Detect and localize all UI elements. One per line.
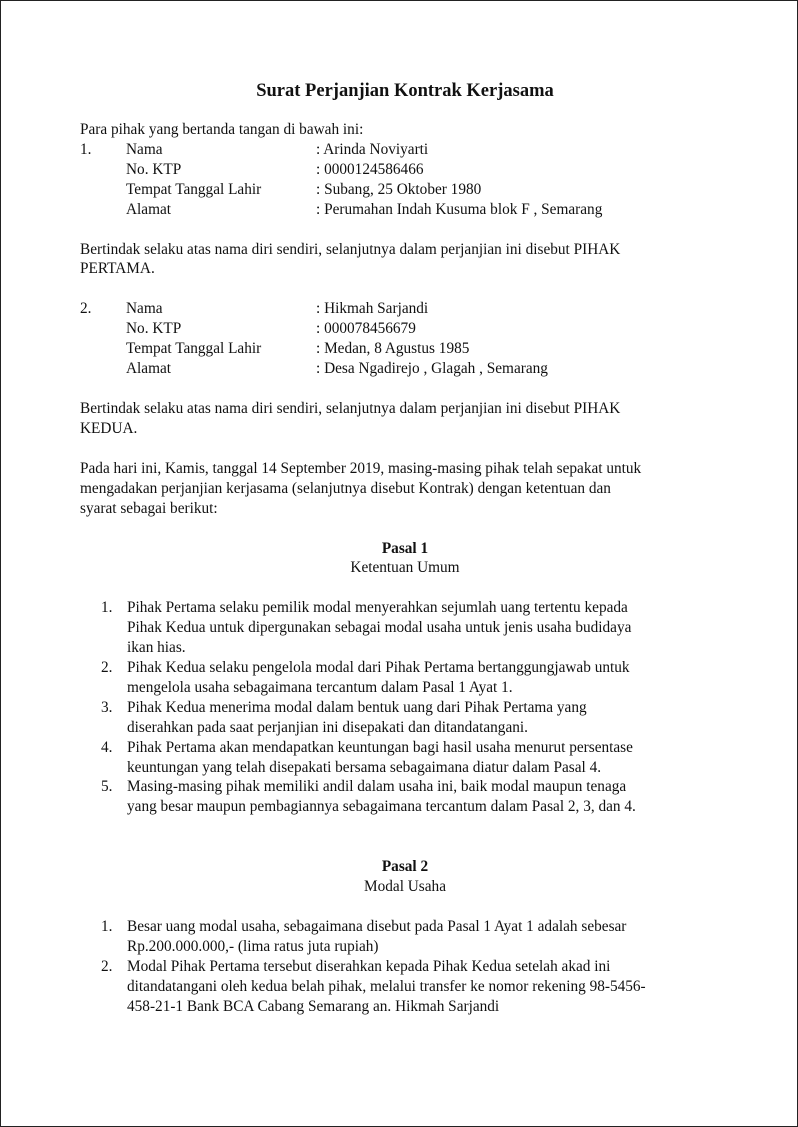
pasal-1-header (80, 539, 730, 579)
pasal-1-list (80, 598, 730, 817)
field-label: Alamat (126, 360, 172, 378)
pasal-subtitle: Ketentuan Umum (350, 559, 460, 577)
field-row (80, 200, 730, 220)
field-row (80, 180, 730, 200)
pasal-subtitle: Modal Usaha (364, 878, 446, 896)
field-label: No. KTP (126, 320, 182, 338)
field-value: : Medan, 8 Agustus 1985 (316, 340, 470, 358)
party-statement: PERTAMA. (80, 260, 155, 278)
document-body (80, 79, 730, 1017)
pasal-2-header (80, 857, 730, 897)
field-value: : Perumahan Indah Kusuma blok F , Semarang (316, 200, 603, 218)
field-value: : Desa Ngadirejo , Glagah , Semarang (316, 360, 548, 378)
opening-text: syarat sebagai berikut: (80, 499, 218, 517)
party-number: 1. (80, 140, 92, 158)
field-value: : 000078456679 (316, 320, 416, 338)
field-row (80, 359, 730, 379)
opening-text: Pada hari ini, Kamis, tanggal 14 September 2019, masing-masing pihak telah sepakat untuk (80, 459, 642, 477)
list-item: 3. Pihak Kedua menerima modal dalam bentuk uang dari Pihak Pertama yang diserahkan pada saat perjanjian ini disepakati dan ditandatangani. (101, 698, 587, 736)
party-number: 2. (80, 300, 92, 318)
field-label: Tempat Tanggal Lahir (126, 340, 262, 358)
list-item: 1. Besar uang modal usaha, sebagaimana disebut pada Pasal 1 Ayat 1 adalah sebesar Rp.200.000.000,- (lima ratus juta rupiah) (101, 918, 627, 955)
list-item: 5. Masing-masing pihak memiliki andil dalam usaha ini, baik modal maupun tenaga yang besar maupun pembagiannya sebagaimana tercantum dalam Pasal 2, 3, dan 4. (101, 778, 636, 816)
list-item: 2. Pihak Kedua selaku pengelola modal dari Pihak Pertama bertanggungjawab untuk mengelola usaha sebagaimana tercantum dalam Pasal 1 Ayat 1. (101, 659, 630, 696)
opening-text: mengadakan perjanjian kerjasama (selanjutnya disebut Kontrak) dengan ketentuan dan (80, 479, 611, 497)
field-value: : Arinda Noviyarti (316, 140, 429, 158)
field-row (80, 140, 730, 160)
field-label: Alamat (126, 200, 172, 218)
field-value: : 0000124586466 (316, 160, 424, 178)
list-item: 4. Pihak Pertama akan mendapatkan keuntungan bagi hasil usaha menurut persentase keuntungan yang telah disepakati bersama sebagaimana diatur dalam Pasal 4. (101, 738, 633, 776)
party-statement: Bertindak selaku atas nama diri sendiri, selanjutnya dalam perjanjian ini disebut PIHAK (80, 240, 621, 258)
field-label: Nama (126, 140, 163, 158)
party-2 (80, 299, 730, 379)
intro-text: Para pihak yang bertanda tangan di bawah ini: (80, 121, 364, 138)
party-statement: Bertindak selaku atas nama diri sendiri, selanjutnya dalam perjanjian ini disebut PIHAK (80, 399, 621, 417)
pasal-heading: Pasal 1 (381, 539, 429, 557)
document-title: Surat Perjanjian Kontrak Kerjasama (256, 81, 554, 101)
field-row (80, 299, 730, 319)
list-item: 2. Modal Pihak Pertama tersebut diserahkan kepada Pihak Kedua setelah akad ini ditandatangani oleh kedua belah pihak, melalui transfer ke nomor rekening 98-5456- 458-21-1 Bank BCA Cabang Semarang an. Hikmah Sarjandi (101, 957, 646, 1015)
field-label: No. KTP (126, 160, 182, 178)
party-1 (80, 140, 730, 220)
field-row (80, 319, 730, 339)
field-label: Tempat Tanggal Lahir (126, 180, 262, 198)
list-item: 1. Pihak Pertama selaku pemilik modal menyerahkan sejumlah uang tertentu kepada Pihak Kedua untuk dipergunakan sebagai modal usaha untuk jenis usaha budidaya ikan hias. (101, 599, 632, 657)
field-row (80, 339, 730, 359)
field-value: : Subang, 25 Oktober 1980 (316, 180, 482, 198)
field-value: : Hikmah Sarjandi (316, 300, 429, 318)
party-statement: KEDUA. (80, 419, 138, 437)
field-row (80, 160, 730, 180)
field-label: Nama (126, 300, 163, 318)
pasal-heading: Pasal 2 (381, 858, 429, 876)
pasal-2-list (80, 917, 730, 1017)
